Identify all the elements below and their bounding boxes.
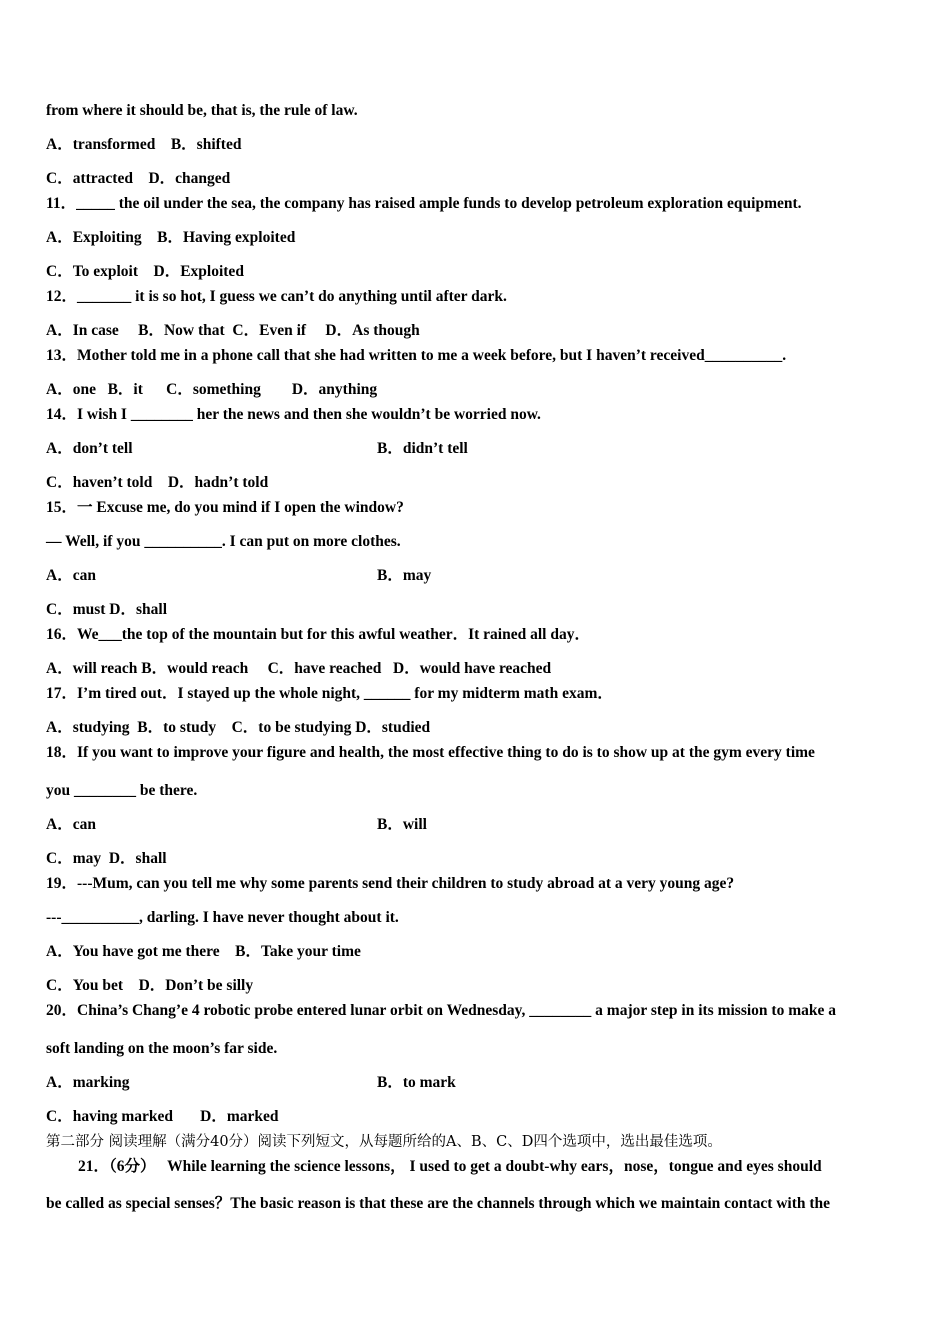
option-b: B．didn’t tell [377, 440, 468, 457]
question-options: A．Exploiting B．Having exploited [46, 229, 296, 246]
option-a: A．don’t tell [46, 440, 133, 457]
section-heading: 第二部分 阅读理解（满分40分）阅读下列短文，从每题所给的A、B、C、D四个选项中，选出最佳选项。 [46, 1134, 722, 1150]
question-options: A．In case B．Now that C．Even if D．As though [46, 322, 420, 339]
question-18-continued: you ________ be there. [46, 782, 198, 799]
question-12: 12．_______ it is so hot, I guess we can’t do anything until after dark. [46, 288, 507, 305]
question-14: 14．I wish I ________ her the news and then she wouldn’t be worried now. [46, 406, 541, 423]
question-options: A．You have got me there B．Take your time [46, 943, 361, 960]
dialogue-line: ---__________, darling. I have never thought about it. [46, 909, 399, 926]
option-b: B．may [377, 567, 432, 584]
option-b: B．will [377, 816, 427, 833]
question-options: A．will reach B．would reach C．have reached D．would have reached [46, 660, 552, 677]
question-16: 16．We___the top of the mountain but for this awful weather．It rained all day． [46, 626, 590, 643]
option-a: A．marking [46, 1074, 130, 1091]
question-options: C．must D．shall [46, 601, 168, 618]
question-15: 15．一 Excuse me, do you mind if I open the window? [46, 499, 404, 516]
passage-text-line: from where it should be, that is, the rule of law. [46, 102, 358, 119]
question-options: C．haven’t told D．hadn’t told [46, 474, 269, 491]
question-options: C．You bet D．Don’t be silly [46, 977, 254, 994]
question-13: 13．Mother told me in a phone call that she had written to me a week before, but I haven’t received__________. [46, 347, 787, 364]
question-options: C．attracted D．changed [46, 170, 231, 187]
option-a: A．can [46, 567, 96, 584]
question-options: A．one B．it C．something D．anything [46, 381, 378, 398]
dialogue-line: — Well, if you __________. I can put on more clothes. [46, 533, 401, 550]
option-a: A．can [46, 816, 96, 833]
question-options: C．having marked D．marked [46, 1108, 279, 1125]
question-11: 11．_____ the oil under the sea, the company has raised ample funds to develop petroleum exploration equipment. [46, 195, 802, 212]
question-17: 17．I’m tired out．I stayed up the whole night, ______ for my midterm math exam． [46, 685, 613, 702]
question-19: 19．---Mum, can you tell me why some parents send their children to study abroad at a very young age? [46, 875, 735, 892]
option-b: B．to mark [377, 1074, 456, 1091]
question-options: C．may D．shall [46, 850, 167, 867]
question-options: A．transformed B．shifted [46, 136, 242, 153]
question-21: 21．（6分） While learning the science lessons， I used to get a doubt-why ears，nose，tongue and eyes should [78, 1158, 822, 1175]
question-20: 20．China’s Chang’e 4 robotic probe entered lunar orbit on Wednesday, ________ a major step in its mission to make a [46, 1002, 836, 1019]
question-options: C．To exploit D．Exploited [46, 263, 244, 280]
question-18: 18．If you want to improve your figure and health, the most effective thing to do is to show up at the gym every time [46, 744, 815, 761]
question-20-continued: soft landing on the moon’s far side. [46, 1040, 278, 1057]
passage-text-line: be called as special senses？The basic reason is that these are the channels through which we maintain contact with the [46, 1195, 831, 1212]
question-options: A．studying B．to study C．to be studying D．studied [46, 719, 431, 736]
